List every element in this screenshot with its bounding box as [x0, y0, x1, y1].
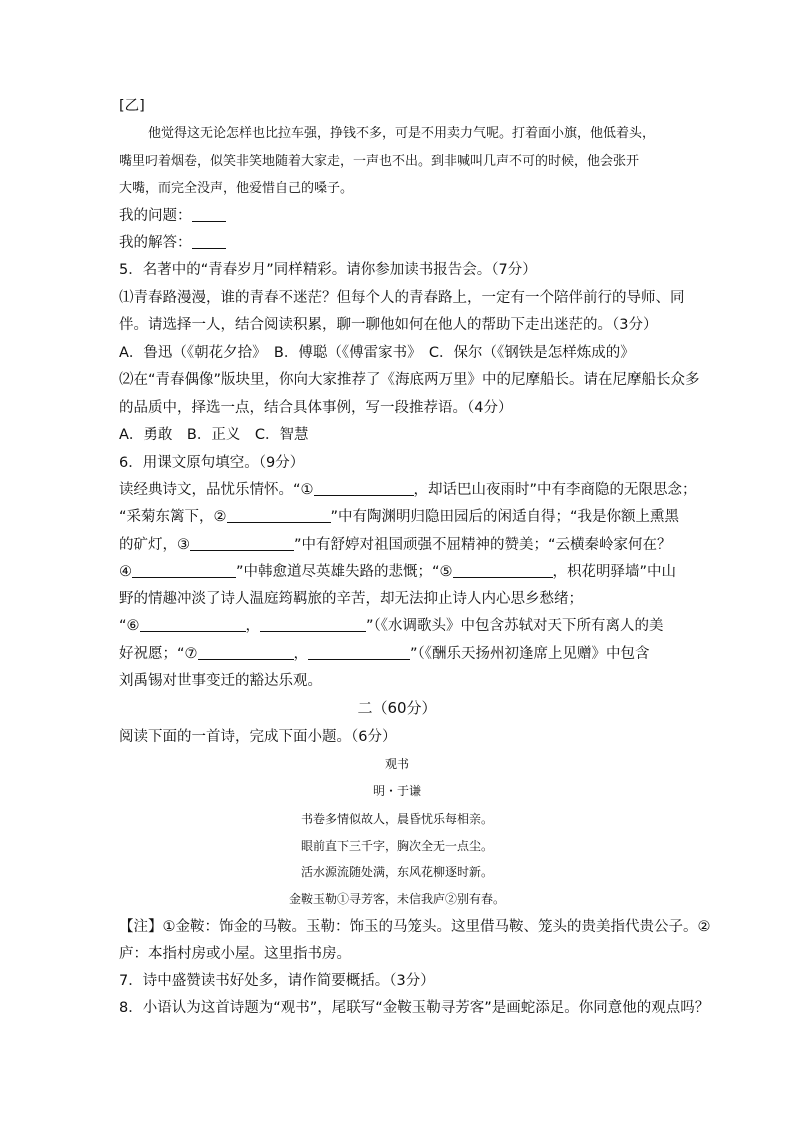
q6-text: “采菊东篱下，②	[119, 509, 227, 525]
poem-line: 金鞍玉勒①寻芳客，未信我庐②别有春。	[288, 892, 505, 906]
passage-text-line: 他觉得这无论怎样也比拉车强，挣钱不多，可是不用卖力气呢。打着面小旗，他低着头，	[148, 126, 656, 141]
q6-title: 6．用课文原句填空。（9分）	[119, 455, 305, 471]
poem-line: 眼前直下三千字，胸次全无一点尘。	[300, 839, 493, 853]
poem-line: 书卷多情似故人，晨昏忧乐每相亲。	[300, 812, 493, 826]
q7-question: 7．诗中盛赞读书好处多，请作简要概括。（3分）	[119, 973, 435, 989]
q6-line	[119, 562, 676, 582]
q5-part2-line: 的品质中，择选一点，结合具体事例，写一段推荐语。（4分）	[119, 400, 513, 416]
q6-text: 读经典诗文，品忧乐情怀。“①	[119, 482, 314, 498]
question-label: 我的问题：	[119, 208, 192, 224]
passage-text-line: 嘴里叼着烟卷，似笑非笑地随着大家走，一声也不出。到非喊叫几声不可的时候，他会张开	[119, 154, 640, 169]
q6-line: 野的情趣冲淡了诗人温庭筠羁旅的辛苦，却无法抑止诗人内心思乡愁绪；	[119, 591, 583, 607]
fill-blank-4[interactable]	[132, 562, 236, 578]
q6-line	[119, 480, 697, 500]
q6-line	[119, 507, 679, 527]
answer-label: 我的解答：	[119, 235, 192, 251]
q6-text: ，	[245, 618, 261, 634]
q5-part1-line: ⑴青春路漫漫，谁的青春不迷茫？但每个人的青春路上，一定有一个陪伴前行的导师、同	[119, 290, 685, 306]
poem-note: 庐：本指村房或小屋。这里指书房。	[119, 946, 351, 962]
q6-text: ，枳花明驿墙”中山	[552, 564, 677, 580]
q6-text: ，	[293, 646, 309, 662]
q6-text: ”（《酬乐天扬州初逢席上见赠》中包含	[410, 646, 650, 662]
passage-text-line: 大嘴，而完全没声，他爱惜自己的嗓子。	[119, 181, 354, 196]
q6-text: “⑥	[119, 618, 140, 634]
q6-line	[119, 616, 664, 636]
q5-title: 5．名著中的“青春岁月”同样精彩。请你参加读书报告会。（7分）	[119, 262, 537, 278]
q6-text: 好祝愿；“⑦	[119, 646, 198, 662]
q6-line	[119, 644, 650, 664]
q8-question: 8．小语认为这首诗题为“观书”，尾联写“金鞍玉勒寻芳客”是画蛇添足。你同意他的观点吗？	[119, 1000, 710, 1016]
fill-blank-7a[interactable]	[198, 644, 294, 660]
poem-title: 观书	[384, 757, 409, 771]
fill-blank-6a[interactable]	[140, 616, 246, 632]
poem-author: 明・于谦	[372, 784, 421, 798]
q5-part2-options: A．勇敢 B．正义 C．智慧	[119, 427, 309, 443]
question-row	[119, 206, 226, 226]
poem-note: 【注】①金鞍：饰金的马鞍。玉勒：饰玉的马笼头。这里借马鞍、笼头的贵美指代贵公子。②	[119, 919, 711, 935]
q5-part2-line: ⑵在“青春偶像”版块里，你向大家推荐了《海底两万里》中的尼摩船长。请在尼摩船长众多	[119, 372, 700, 388]
fill-blank-7b[interactable]	[308, 644, 410, 660]
poem-line: 活水源流随处满，东风花柳逐时新。	[300, 865, 493, 879]
q5-part1-line: 伴。请选择一人，结合阅读积累，聊一聊他如何在他人的帮助下走出迷茫的。（3分）	[119, 317, 658, 333]
section-intro: 阅读下面的一首诗，完成下面小题。（6分）	[119, 729, 397, 745]
answer-blank[interactable]	[192, 234, 226, 249]
section-heading: 二（60分）	[357, 699, 437, 717]
fill-blank-2[interactable]	[227, 507, 331, 523]
fill-blank-1[interactable]	[314, 480, 414, 496]
q6-line	[119, 535, 672, 555]
fill-blank-6b[interactable]	[260, 616, 366, 632]
answer-row	[119, 233, 226, 253]
q6-text: ”（《水调歌头》中包含苏轼对天下所有离人的美	[366, 618, 664, 634]
fill-blank-5[interactable]	[453, 562, 553, 578]
q6-text: ，却话巴山夜雨时”中有李商隐的无限思念；	[413, 482, 697, 498]
q6-text: 的矿灯，③	[119, 537, 190, 553]
q6-text: ”中韩愈道尽英雄失路的悲慨；“⑤	[236, 564, 453, 580]
question-blank[interactable]	[192, 207, 226, 222]
q6-line: 刘禹锡对世事变迁的豁达乐观。	[119, 673, 322, 689]
q5-part1-options: A．鲁迅（《朝花夕拾》 B．傅聪（《傅雷家书》 C．保尔（《钢铁是怎样炼成的》	[119, 345, 635, 361]
fill-blank-3[interactable]	[190, 535, 294, 551]
q6-text: ④	[119, 564, 132, 580]
passage-label: [乙]	[119, 98, 145, 114]
q6-text: ”中有舒婷对祖国顽强不屈精神的赞美；“云横秦岭家何在？	[294, 537, 672, 553]
q6-text: ”中有陶渊明归隐田园后的闲适自得；“我是你额上熏黑	[330, 509, 680, 525]
